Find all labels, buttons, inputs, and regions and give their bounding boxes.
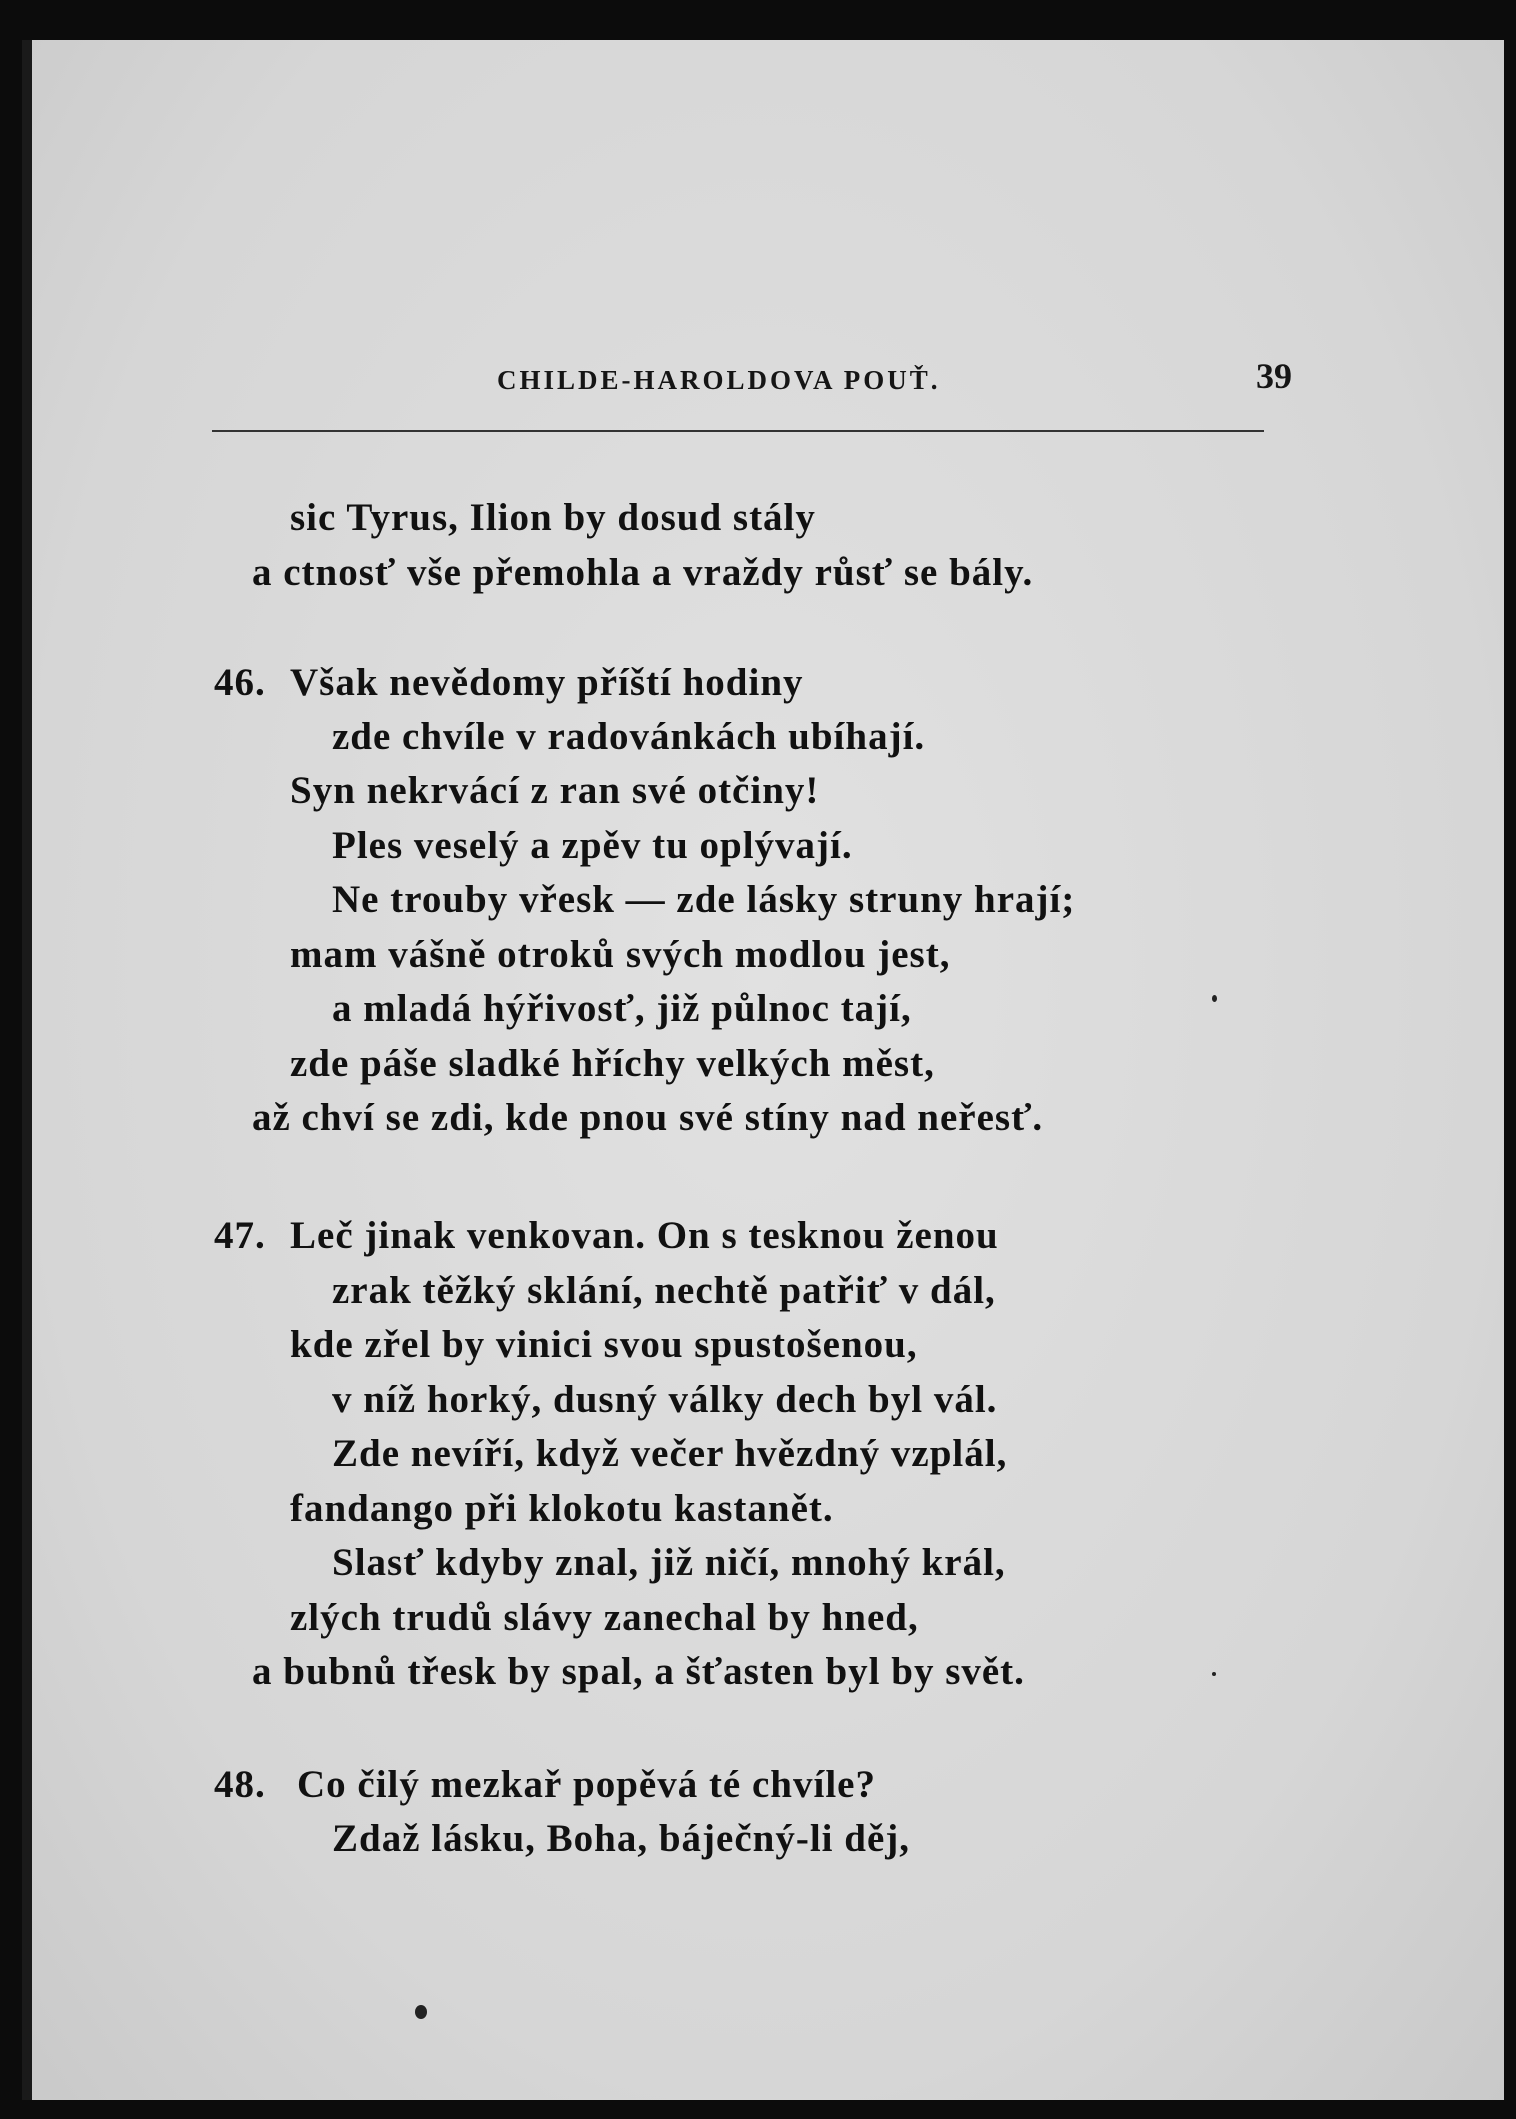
poem-line: fandango při klokotu kastanět. (290, 1487, 834, 1530)
ink-speck (1212, 1672, 1216, 1676)
poem-line: Zdaž lásku, Boha, báječný-li děj, (332, 1817, 910, 1860)
ink-speck (1212, 995, 1217, 1002)
poem-line: Zde nevíří, když večer hvězdný vzplál, (332, 1432, 1008, 1475)
running-title: CHILDE-HAROLDOVA POUŤ. (497, 365, 941, 395)
poem-line: zlých trudů slávy zanechal by hned, (290, 1596, 919, 1639)
stanza-number: 48. (214, 1763, 266, 1806)
poem-line: Ples veselý a zpěv tu oplývají. (332, 824, 853, 867)
poem-line: v níž horký, dusný války dech byl vál. (332, 1378, 998, 1421)
page-binding-edge (22, 40, 32, 2100)
poem-line: Ne trouby vřesk — zde lásky struny hrají; (332, 878, 1076, 921)
poem-line: Syn nekrvácí z ran své otčiny! (290, 769, 820, 812)
poem-line: zrak těžký sklání, nechtě patřiť v dál, (332, 1269, 996, 1312)
poem-line: Slasť kdyby znal, již ničí, mnohý král, (332, 1541, 1006, 1584)
poem-line: Co čilý mezkař popěvá té chvíle? (297, 1763, 876, 1806)
poem-line: mam vášně otroků svých modlou jest, (290, 933, 951, 976)
ink-speck (415, 2005, 427, 2019)
book-page (22, 40, 1504, 2100)
poem-line: zde páše sladké hříchy velkých měst, (290, 1042, 935, 1085)
header-rule (212, 430, 1264, 432)
poem-line: a mladá hýřivosť, již půlnoc tají, (332, 987, 912, 1030)
poem-line: zde chvíle v radovánkách ubíhají. (332, 715, 926, 758)
running-head (212, 335, 1292, 395)
poem-line: Leč jinak venkovan. On s tesknou ženou (290, 1214, 999, 1257)
poem-line: a bubnů třesk by spal, a šťasten byl by svět. (252, 1650, 1025, 1693)
poem-line: sic Tyrus, Ilion by dosud stály (290, 496, 816, 539)
stanza-number: 46. (214, 661, 266, 704)
poem-line: Však nevědomy příští hodiny (290, 661, 804, 704)
poem-line: kde zřel by vinici svou spustošenou, (290, 1323, 918, 1366)
stanza-number: 47. (214, 1214, 266, 1257)
poem-line: a ctnosť vše přemohla a vraždy růsť se bály. (252, 551, 1034, 594)
page-number: 39 (1256, 356, 1292, 396)
poem-line: až chví se zdi, kde pnou své stíny nad neřesť. (252, 1096, 1044, 1139)
